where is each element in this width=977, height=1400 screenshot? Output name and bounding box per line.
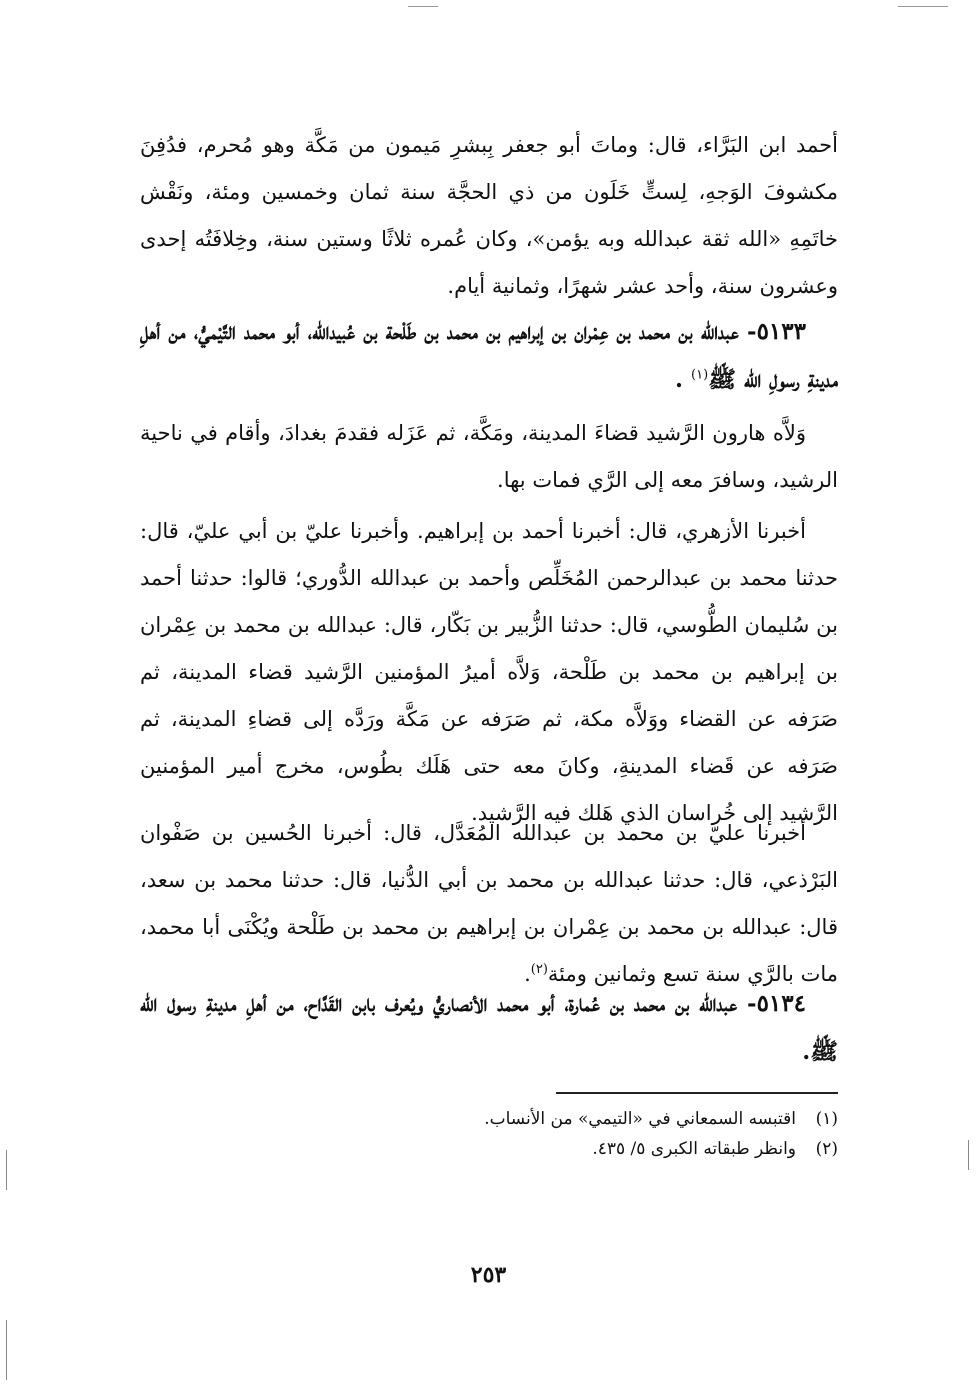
paragraph-text	[140, 810, 838, 998]
entry-heading-text: ٥١٣٤- عبدالله بن محمد بن عُمارة، أبو محمد الأنصاريُّ ويُعرف بابن القَدَّاح، من أهلِ مدينةِ رسول الله ﷺ.	[140, 990, 838, 1065]
paragraph-text: أخبرنا الأزهري، قال: أخبرنا أحمد بن إبراهيم. وأخبرنا عليّ بن أبي عليّ، قال: حدثنا محمد بن عبدالرحمن المُخَلِّص وأحمد بن عبدالله الدُّوري؛ قالوا: حدثنا أحمد بن سُليمان الطُّوسي، قال: حدثنا الزُّبير بن بَكّار، قال: عبدالله بن محمد بن عِمْران بن إبراهيم بن محمد بن طَلْحة، وَلاَّه أميرُ المؤمنين الرَّشيد قضاء المدينة، ثم صَرَفه عن القضاء ووَلاَّه مكة، ثم صَرَفه عن مَكَّة ورَدَّه إلى قضاءِ المدينة، ثم صَرَفه عن قَضاء المدينةِ، وكانَ معه حتى هَلَك بطُوس، مخرج أمير المؤمنين الرَّشيد إلى خُراسان الذي هَلك فيه الرَّشيد.	[140, 519, 838, 825]
footnote-item	[300, 1104, 838, 1134]
entry-heading	[140, 308, 838, 404]
entry-heading-5133	[140, 308, 838, 404]
footnote-separator	[556, 1092, 838, 1094]
footnote-text: وانظر طبقاته الكبرى ٥/ ٤٣٥.	[592, 1139, 796, 1159]
scan-mark	[408, 6, 438, 7]
footnote-text: اقتبسه السمعاني في «التيمي» من الأنساب.	[484, 1109, 796, 1129]
heading-end: .	[675, 366, 692, 393]
scan-mark	[898, 6, 948, 7]
entry-heading-text: ٥١٣٣- عبدالله بن محمد بن عِمْران بن إبراهيم بن محمد بن طَلْحة بن عُبيدالله، أبو محمد التَّيْميُّ، من أهلِ مدينةِ رسولِ الله ﷺ	[140, 318, 838, 393]
paragraph-narration-1	[140, 508, 838, 837]
footnote-ref: (٢)	[530, 962, 548, 977]
footnotes	[300, 1104, 838, 1164]
scan-edge-line	[6, 1150, 7, 1190]
footnote-ref: (١)	[691, 367, 709, 383]
paragraph-text: أحمد ابن البَرَّاء، قال: وماتَ أبو جعفر بِبشرِ مَيمون من مَكَّة وهو مُحرم، فدُفِنَ مكشوفَ الوَجهِ، لِستٍّ خَلَون من ذي الحجَّة سنة ثمان وخمسين ومئة، ونَقْش خاتَمِهِ «الله ثقة عبدالله وبه يؤمن»، وكان عُمره ثلاثًا وستين سنة، وخِلافَتُه إحدى وعشرون سنة، وأحد عشر شهرًا، وثمانية أيام.	[140, 133, 838, 298]
scan-edge-line	[6, 1320, 7, 1380]
footnote-number: (٢)	[815, 1139, 838, 1159]
paragraph-narration-2	[140, 810, 838, 998]
paragraph-body: أخبرنا عليّ بن محمد بن عبدالله المُعَدَّل، قال: أخبرنا الحُسين بن صَفْوان البَرْذعي، قال: حدثنا عبدالله بن محمد بن أبي الدُّنيا، قال: حدثنا محمد بن سعد، قال: عبدالله بن محمد بن عِمْران بن إبراهيم بن محمد بن طَلْحة ويُكْنَى أبا محمد، مات بالرَّي سنة تسع وثمانين ومئة	[140, 821, 838, 986]
paragraph-continued	[140, 122, 838, 310]
footnote-item	[300, 1134, 838, 1164]
paragraph-end: .	[524, 962, 531, 986]
scan-edge-line	[968, 1140, 969, 1170]
entry-heading-5134	[140, 980, 838, 1076]
paragraph-biography	[140, 410, 838, 504]
paragraph-text: وَلاَّه هارون الرَّشيد قضاءَ المدينة، ومَكَّة، ثم عَزَله فقدمَ بغدادَ، وأقام في ناحية الرشيد، وسافرَ معه إلى الرَّي فمات بها.	[140, 421, 838, 492]
page-number: ٢٥٣	[470, 1262, 507, 1288]
footnote-number: (١)	[815, 1109, 838, 1129]
